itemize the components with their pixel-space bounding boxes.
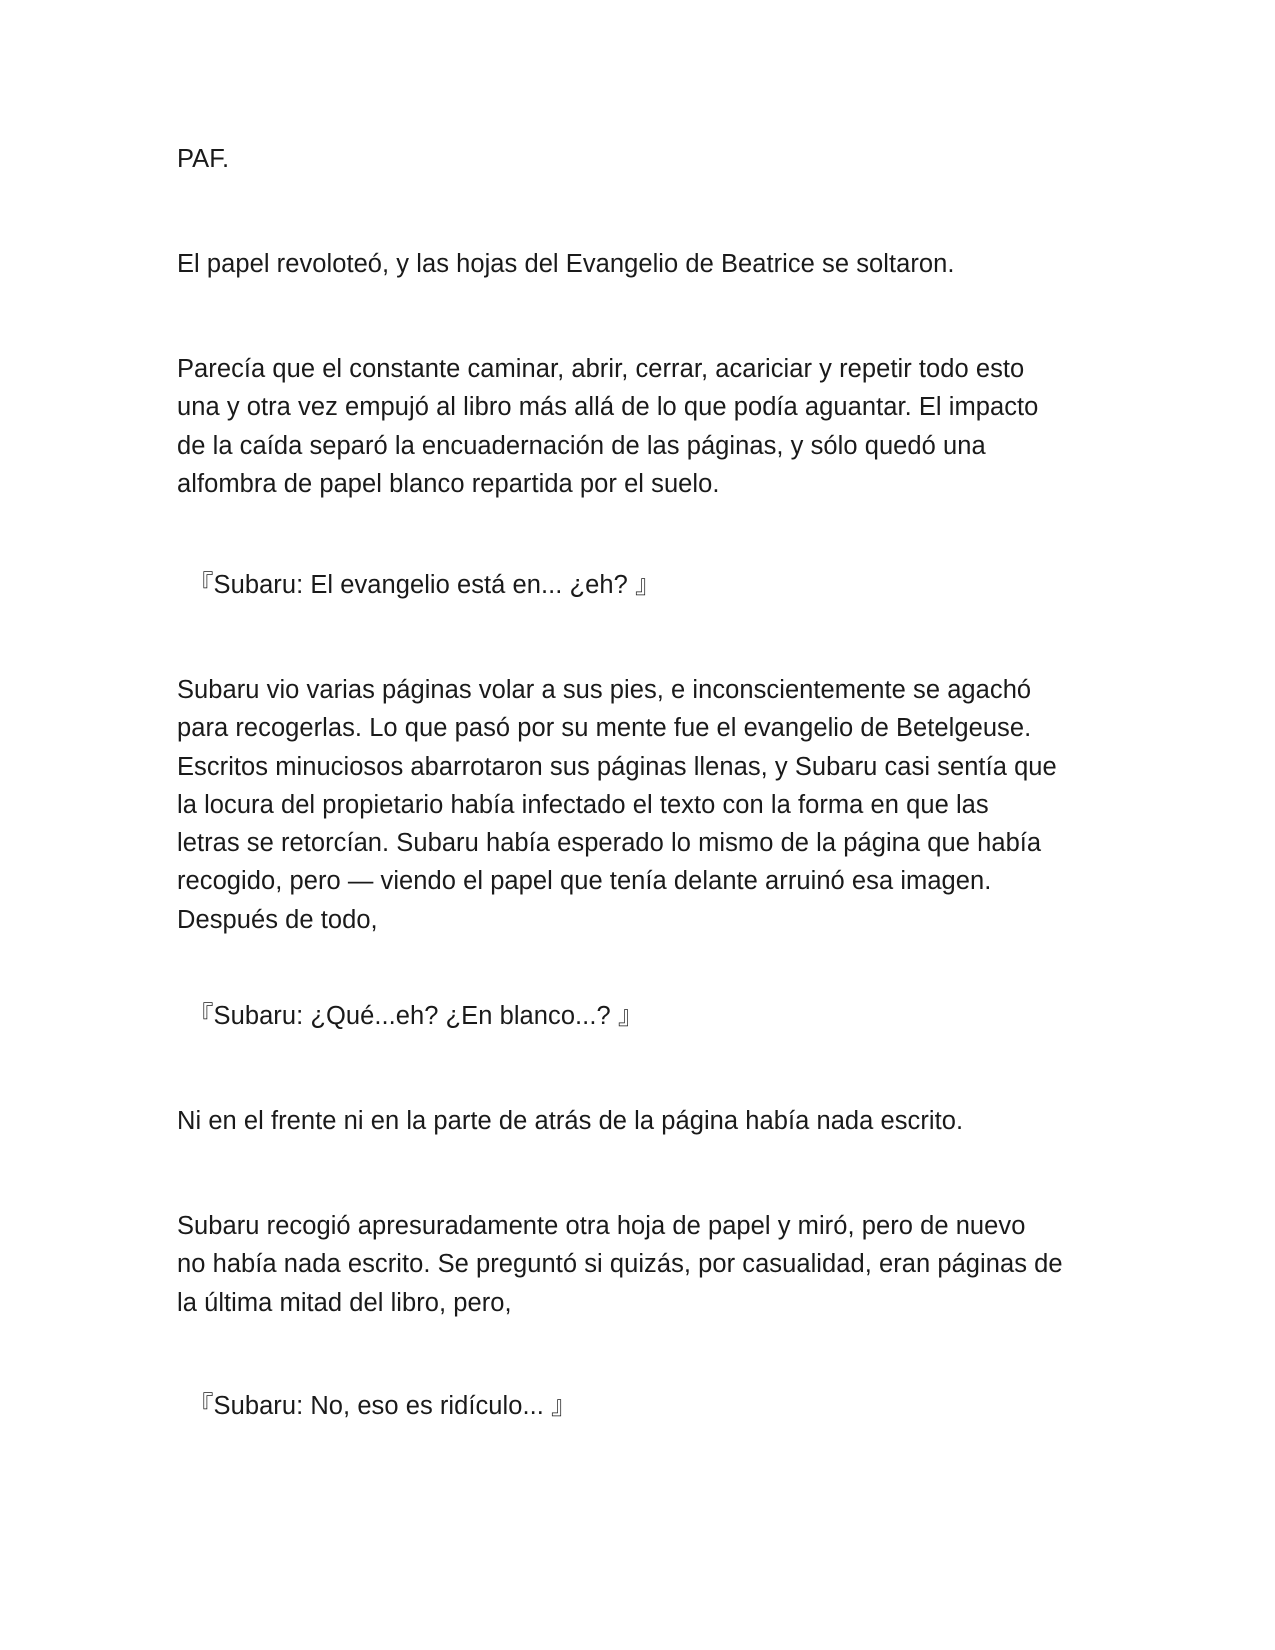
text-line: Parecía que el constante caminar, abrir, cerrar, acariciar y repetir todo esto	[177, 355, 1025, 383]
text-line: la última mitad del libro, pero,	[177, 1288, 512, 1317]
text-line: El papel revoloteó, y las hojas del Evangelio de Beatrice se soltaron.	[177, 250, 955, 278]
paragraph-5	[177, 1102, 1097, 1140]
paragraph-2	[177, 245, 1097, 283]
text-line: recogido, pero — viendo el papel que tenía delante arruinó esa imagen.	[177, 867, 992, 896]
paragraph-4	[177, 671, 1097, 939]
text-line: 『Subaru: El evangelio está en... ¿eh? 』	[188, 571, 661, 599]
dialog-line-2	[188, 997, 1108, 1035]
text-line: Ni en el frente ni en la parte de atrás de la página había nada escrito.	[177, 1107, 964, 1135]
text-line: una y otra vez empujó al libro más allá de lo que podía aguantar. El impacto	[177, 393, 1039, 422]
text-line: Después de todo,	[177, 905, 378, 934]
text-line: 『Subaru: ¿Qué...eh? ¿En blanco...? 』	[188, 1002, 644, 1030]
text-line: alfombra de papel blanco repartida por el suelo.	[177, 469, 720, 498]
dialog-line-1	[188, 566, 1108, 604]
text-line: 『Subaru: No, eso es ridículo... 』	[188, 1392, 577, 1420]
text-line: PAF.	[177, 145, 230, 173]
paragraph-1	[177, 140, 1097, 178]
text-line: Subaru recogió apresuradamente otra hoja de papel y miró, pero de nuevo	[177, 1212, 1026, 1240]
paragraph-3	[177, 350, 1097, 503]
text-line: Subaru vio varias páginas volar a sus pies, e inconscientemente se agachó	[177, 676, 1032, 704]
text-line: no había nada escrito. Se preguntó si quizás, por casualidad, eran páginas de	[177, 1250, 1063, 1279]
dialog-line-3	[188, 1387, 1108, 1425]
text-line: la locura del propietario había infectado el texto con la forma en que las	[177, 790, 989, 819]
text-line: letras se retorcían. Subaru había esperado lo mismo de la página que había	[177, 829, 1042, 858]
paragraph-6	[177, 1207, 1097, 1322]
text-line: Escritos minuciosos abarrotaron sus páginas llenas, y Subaru casi sentía que	[177, 752, 1057, 781]
text-line: de la caída separó la encuadernación de las páginas, y sólo quedó una	[177, 431, 986, 460]
text-line: para recogerlas. Lo que pasó por su mente fue el evangelio de Betelgeuse.	[177, 714, 1032, 743]
